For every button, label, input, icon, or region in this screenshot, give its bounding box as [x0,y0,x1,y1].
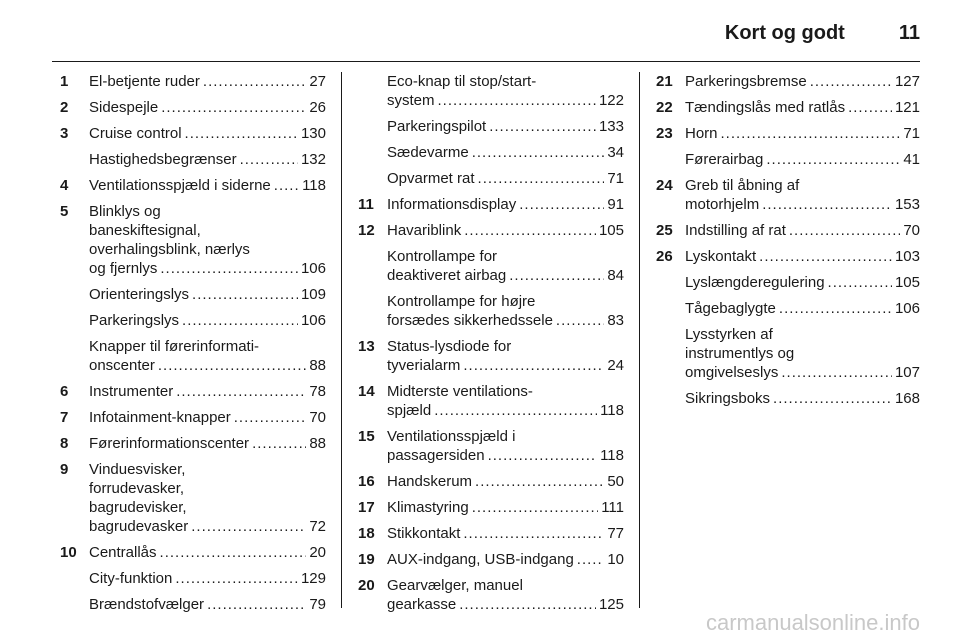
entry-text-line: Parkeringsbremse [685,73,807,90]
page-reference[interactable]: 109 [300,286,326,303]
dot-leader [509,266,604,285]
entry-text-line: bagrudevasker [89,518,189,535]
entry-text-line: instrumentlys og [685,345,795,362]
entry-text-line: Sædevarme [387,144,469,161]
callout-number: 11 [358,196,374,213]
dot-leader [488,446,598,465]
dot-leader [160,543,307,562]
callout-number: 24 [656,177,673,194]
index-column-2 [358,72,624,614]
dot-leader [766,150,900,169]
entry-text-line: Cruise control [89,125,182,142]
dot-leader [252,434,306,453]
page-header [725,18,920,48]
callout-number: 2 [60,99,69,116]
callout-number: 14 [358,383,375,400]
page-reference[interactable]: 88 [309,357,326,374]
dot-leader [192,285,298,304]
index-entry[interactable] [60,595,326,614]
callout-number: 19 [358,551,375,568]
entry-text-line: baneskiftesignal, [89,222,201,239]
entry-text-line: Blinklys og [89,203,161,220]
dot-leader [161,98,306,117]
index-entry[interactable] [358,292,624,330]
entry-text-line: omgivelseslys [685,364,779,381]
entry-text-line: passagersiden [387,447,485,464]
page-reference[interactable]: 133 [598,118,624,135]
index-entry[interactable] [60,311,326,330]
page-reference[interactable]: 72 [309,518,326,535]
entry-text-line: Sikringsboks [685,390,771,407]
entry-text-line: Stikkontakt [387,525,461,542]
callout-number: 16 [358,473,375,490]
index-entry[interactable] [60,98,326,117]
dot-leader [472,143,605,162]
page-reference[interactable]: 50 [607,473,624,490]
callout-number: 25 [656,222,673,239]
page-reference[interactable]: 41 [903,151,920,168]
entry-text-line: El-betjente ruder [89,73,200,90]
dot-leader [463,356,604,375]
page-reference[interactable]: 71 [607,170,624,187]
page-reference[interactable]: 168 [894,390,920,407]
dot-leader [185,124,298,143]
page-reference[interactable]: 83 [607,312,624,329]
index-entry[interactable] [60,150,326,169]
entry-text-line: City-funktion [89,570,173,587]
page-reference[interactable]: 118 [600,447,624,464]
page-reference[interactable]: 78 [309,383,326,400]
entry-text-line: Horn [685,125,718,142]
page-reference[interactable]: 20 [309,544,326,561]
page-reference[interactable]: 122 [598,92,624,109]
index-entry[interactable] [656,98,920,117]
entry-text-line: Indstilling af rat [685,222,786,239]
column-divider [639,72,640,608]
dot-leader [781,363,892,382]
index-entry[interactable] [60,408,326,427]
page-reference[interactable]: 27 [309,73,326,90]
callout-number: 26 [656,248,673,265]
entry-text-line: spjæld [387,402,432,419]
page-reference[interactable]: 127 [894,73,920,90]
index-column-3 [656,72,920,408]
dot-leader [438,91,596,110]
entry-text-line: Brændstofvælger [89,596,205,613]
dot-leader [160,259,298,278]
index-entry[interactable] [60,569,326,588]
callout-number: 6 [60,383,69,400]
entry-text-line: Sidespejle [89,99,159,116]
page-reference[interactable]: 77 [607,525,624,542]
callout-number: 17 [358,499,375,516]
page-reference[interactable]: 125 [598,596,624,613]
page-reference[interactable]: 118 [600,402,624,419]
entry-text-line: Knapper til førerinformati- [89,338,260,355]
index-entry[interactable] [60,124,326,143]
entry-text-line: Centrallås [89,544,157,561]
index-entry[interactable] [60,72,326,91]
page-reference[interactable]: 79 [309,596,326,613]
entry-text-line: Opvarmet rat [387,170,475,187]
entry-text-line: onscenter [89,357,155,374]
page-reference[interactable]: 106 [300,260,326,277]
entry-text-line: deaktiveret airbag [387,267,507,284]
column-divider [341,72,342,608]
dot-leader [175,569,298,588]
entry-text-line: Instrumenter [89,383,174,400]
entry-text-line: Gearvælger, manuel [387,577,523,594]
callout-number: 3 [60,125,69,142]
index-entry[interactable] [656,389,920,408]
entry-text-line: Førerinformationscenter [89,435,250,452]
entry-text-line: Kontrollampe for højre [387,293,536,310]
page-reference[interactable]: 105 [894,274,920,291]
index-entry[interactable] [358,195,624,214]
page-reference[interactable]: 84 [607,267,624,284]
callout-number: 9 [60,461,69,478]
dot-leader [721,124,901,143]
page-title: Kort og godt [724,21,845,44]
page-reference[interactable]: 107 [894,364,920,381]
entry-text-line: overhalingsblink, nærlys [89,241,250,258]
callout-number: 23 [656,125,673,142]
index-entry[interactable] [358,576,624,614]
callout-number: 1 [60,73,69,90]
entry-text-line: Vinduesvisker, [89,461,186,478]
page-reference[interactable]: 105 [598,222,624,239]
header-divider [52,61,920,62]
index-entry[interactable] [358,117,624,136]
callout-number: 5 [60,203,69,220]
dot-leader [463,524,604,543]
page-reference[interactable]: 34 [607,144,624,161]
entry-text-line: Tågebaglygte [685,300,776,317]
dot-leader [234,408,307,427]
page-reference[interactable]: 130 [300,125,326,142]
index-entry[interactable] [358,524,624,543]
entry-text-line: Klimastyring [387,499,469,516]
index-entry[interactable] [60,543,326,562]
page-reference[interactable]: 121 [894,99,920,116]
entry-text-line: Handskerum [387,473,473,490]
page-reference[interactable]: 70 [903,222,920,239]
entry-text-line: Ventilationsspjæld i siderne [89,177,271,194]
entry-text-line: Lyskontakt [685,248,757,265]
index-entry[interactable] [656,247,920,266]
index-entry[interactable] [60,337,326,375]
index-entry[interactable] [60,434,326,453]
entry-text-line: Kontrollampe for [387,248,498,265]
dot-leader [274,176,299,195]
page-reference[interactable]: 103 [894,248,920,265]
index-entry[interactable] [358,472,624,491]
entry-text-line: forsædes sikkerhedssele [387,312,553,329]
page-reference[interactable]: 132 [300,151,326,168]
page-reference[interactable]: 153 [894,196,920,213]
page-reference[interactable]: 106 [300,312,326,329]
dot-leader [207,595,306,614]
callout-number: 18 [358,525,375,542]
dot-leader [848,98,892,117]
index-entry[interactable] [656,299,920,318]
entry-text-line: Lyslængderegulering [685,274,825,291]
dot-leader [556,311,604,330]
dot-leader [464,221,596,240]
entry-text-line: Førerairbag [685,151,764,168]
dot-leader [182,311,298,330]
callout-number: 12 [358,222,375,239]
callout-number: 7 [60,409,69,426]
page-reference[interactable]: 118 [302,177,326,194]
entry-text-line: Tændingslås med ratlås [685,99,846,116]
entry-text-line: Status-lysdiode for [387,338,512,355]
index-entry[interactable] [656,325,920,382]
index-column-1 [60,72,326,614]
dot-leader [472,498,599,517]
dot-leader [489,117,596,136]
page-number: 11 [898,21,920,44]
index-entry[interactable] [358,550,624,569]
dot-leader [176,382,306,401]
dot-leader [779,299,892,318]
entry-text-line: system [387,92,435,109]
index-entry[interactable] [656,72,920,91]
callout-number: 20 [358,577,375,594]
index-entry[interactable] [60,202,326,278]
callout-number: 4 [60,177,69,194]
dot-leader [759,247,892,266]
dot-leader [434,401,597,420]
dot-leader [789,221,900,240]
entry-text-line: Midterste ventilations- [387,383,533,400]
page-reference[interactable]: 10 [607,551,624,568]
dot-leader [762,195,892,214]
entry-text-line: Ventilationsspjæld i [387,428,516,445]
page-reference[interactable]: 91 [607,196,624,213]
entry-text-line: gearkasse [387,596,457,613]
callout-number: 8 [60,435,69,452]
index-entry[interactable] [60,382,326,401]
index-entry[interactable] [60,285,326,304]
index-entry[interactable] [358,221,624,240]
callout-number: 10 [60,544,77,561]
callout-number: 21 [656,73,673,90]
entry-text-line: Orienteringslys [89,286,190,303]
index-entry[interactable] [60,460,326,536]
dot-leader [240,150,298,169]
page-reference[interactable]: 129 [300,570,326,587]
index-entry[interactable] [656,124,920,143]
index-entry[interactable] [358,143,624,162]
page-reference[interactable]: 111 [601,499,624,516]
callout-number: 15 [358,428,375,445]
page-reference[interactable]: 24 [607,357,624,374]
dot-leader [158,356,306,375]
dot-leader [475,472,604,491]
index-entry[interactable] [656,176,920,214]
callout-number: 13 [358,338,375,355]
index-entry[interactable] [358,382,624,420]
dot-leader [519,195,604,214]
entry-text-line: Infotainment-knapper [89,409,231,426]
entry-text-line: Parkeringslys [89,312,180,329]
entry-text-line: tyverialarm [387,357,461,374]
page-reference[interactable]: 26 [309,99,326,116]
index-entry[interactable] [358,427,624,465]
entry-text-line: Havariblink [387,222,462,239]
dot-leader [459,595,596,614]
entry-text-line: og fjernlys [89,260,158,277]
dot-leader [191,517,306,536]
entry-text-line: Parkeringspilot [387,118,487,135]
dot-leader [478,169,605,188]
dot-leader [203,72,306,91]
index-entry[interactable] [656,221,920,240]
entry-text-line: motorhjelm [685,196,760,213]
index-entry[interactable] [358,72,624,110]
entry-text-line: AUX-indgang, USB-indgang [387,551,574,568]
entry-text-line: Greb til åbning af [685,177,800,194]
callout-number: 22 [656,99,673,116]
index-entry[interactable] [358,337,624,375]
entry-text-line: Informationsdisplay [387,196,517,213]
entry-text-line: bagrudevisker, [89,499,187,516]
index-entry[interactable] [656,273,920,292]
index-entry[interactable] [60,176,326,195]
entry-text-line: Eco-knap til stop/start- [387,73,537,90]
dot-leader [810,72,892,91]
page-reference[interactable]: 106 [894,300,920,317]
index-entry[interactable] [358,169,624,188]
entry-text-line: forrudevasker, [89,480,185,497]
index-entry[interactable] [358,247,624,285]
entry-text-line: Lysstyrken af [685,326,773,343]
page-reference[interactable]: 88 [309,435,326,452]
entry-text-line: Hastighedsbegrænser [89,151,237,168]
watermark: carmanualsonline.info [705,610,920,635]
dot-leader [577,550,605,569]
index-entry[interactable] [656,150,920,169]
page-reference[interactable]: 71 [903,125,920,142]
dot-leader [773,389,892,408]
page-reference[interactable]: 70 [309,409,326,426]
index-entry[interactable] [358,498,624,517]
dot-leader [828,273,892,292]
